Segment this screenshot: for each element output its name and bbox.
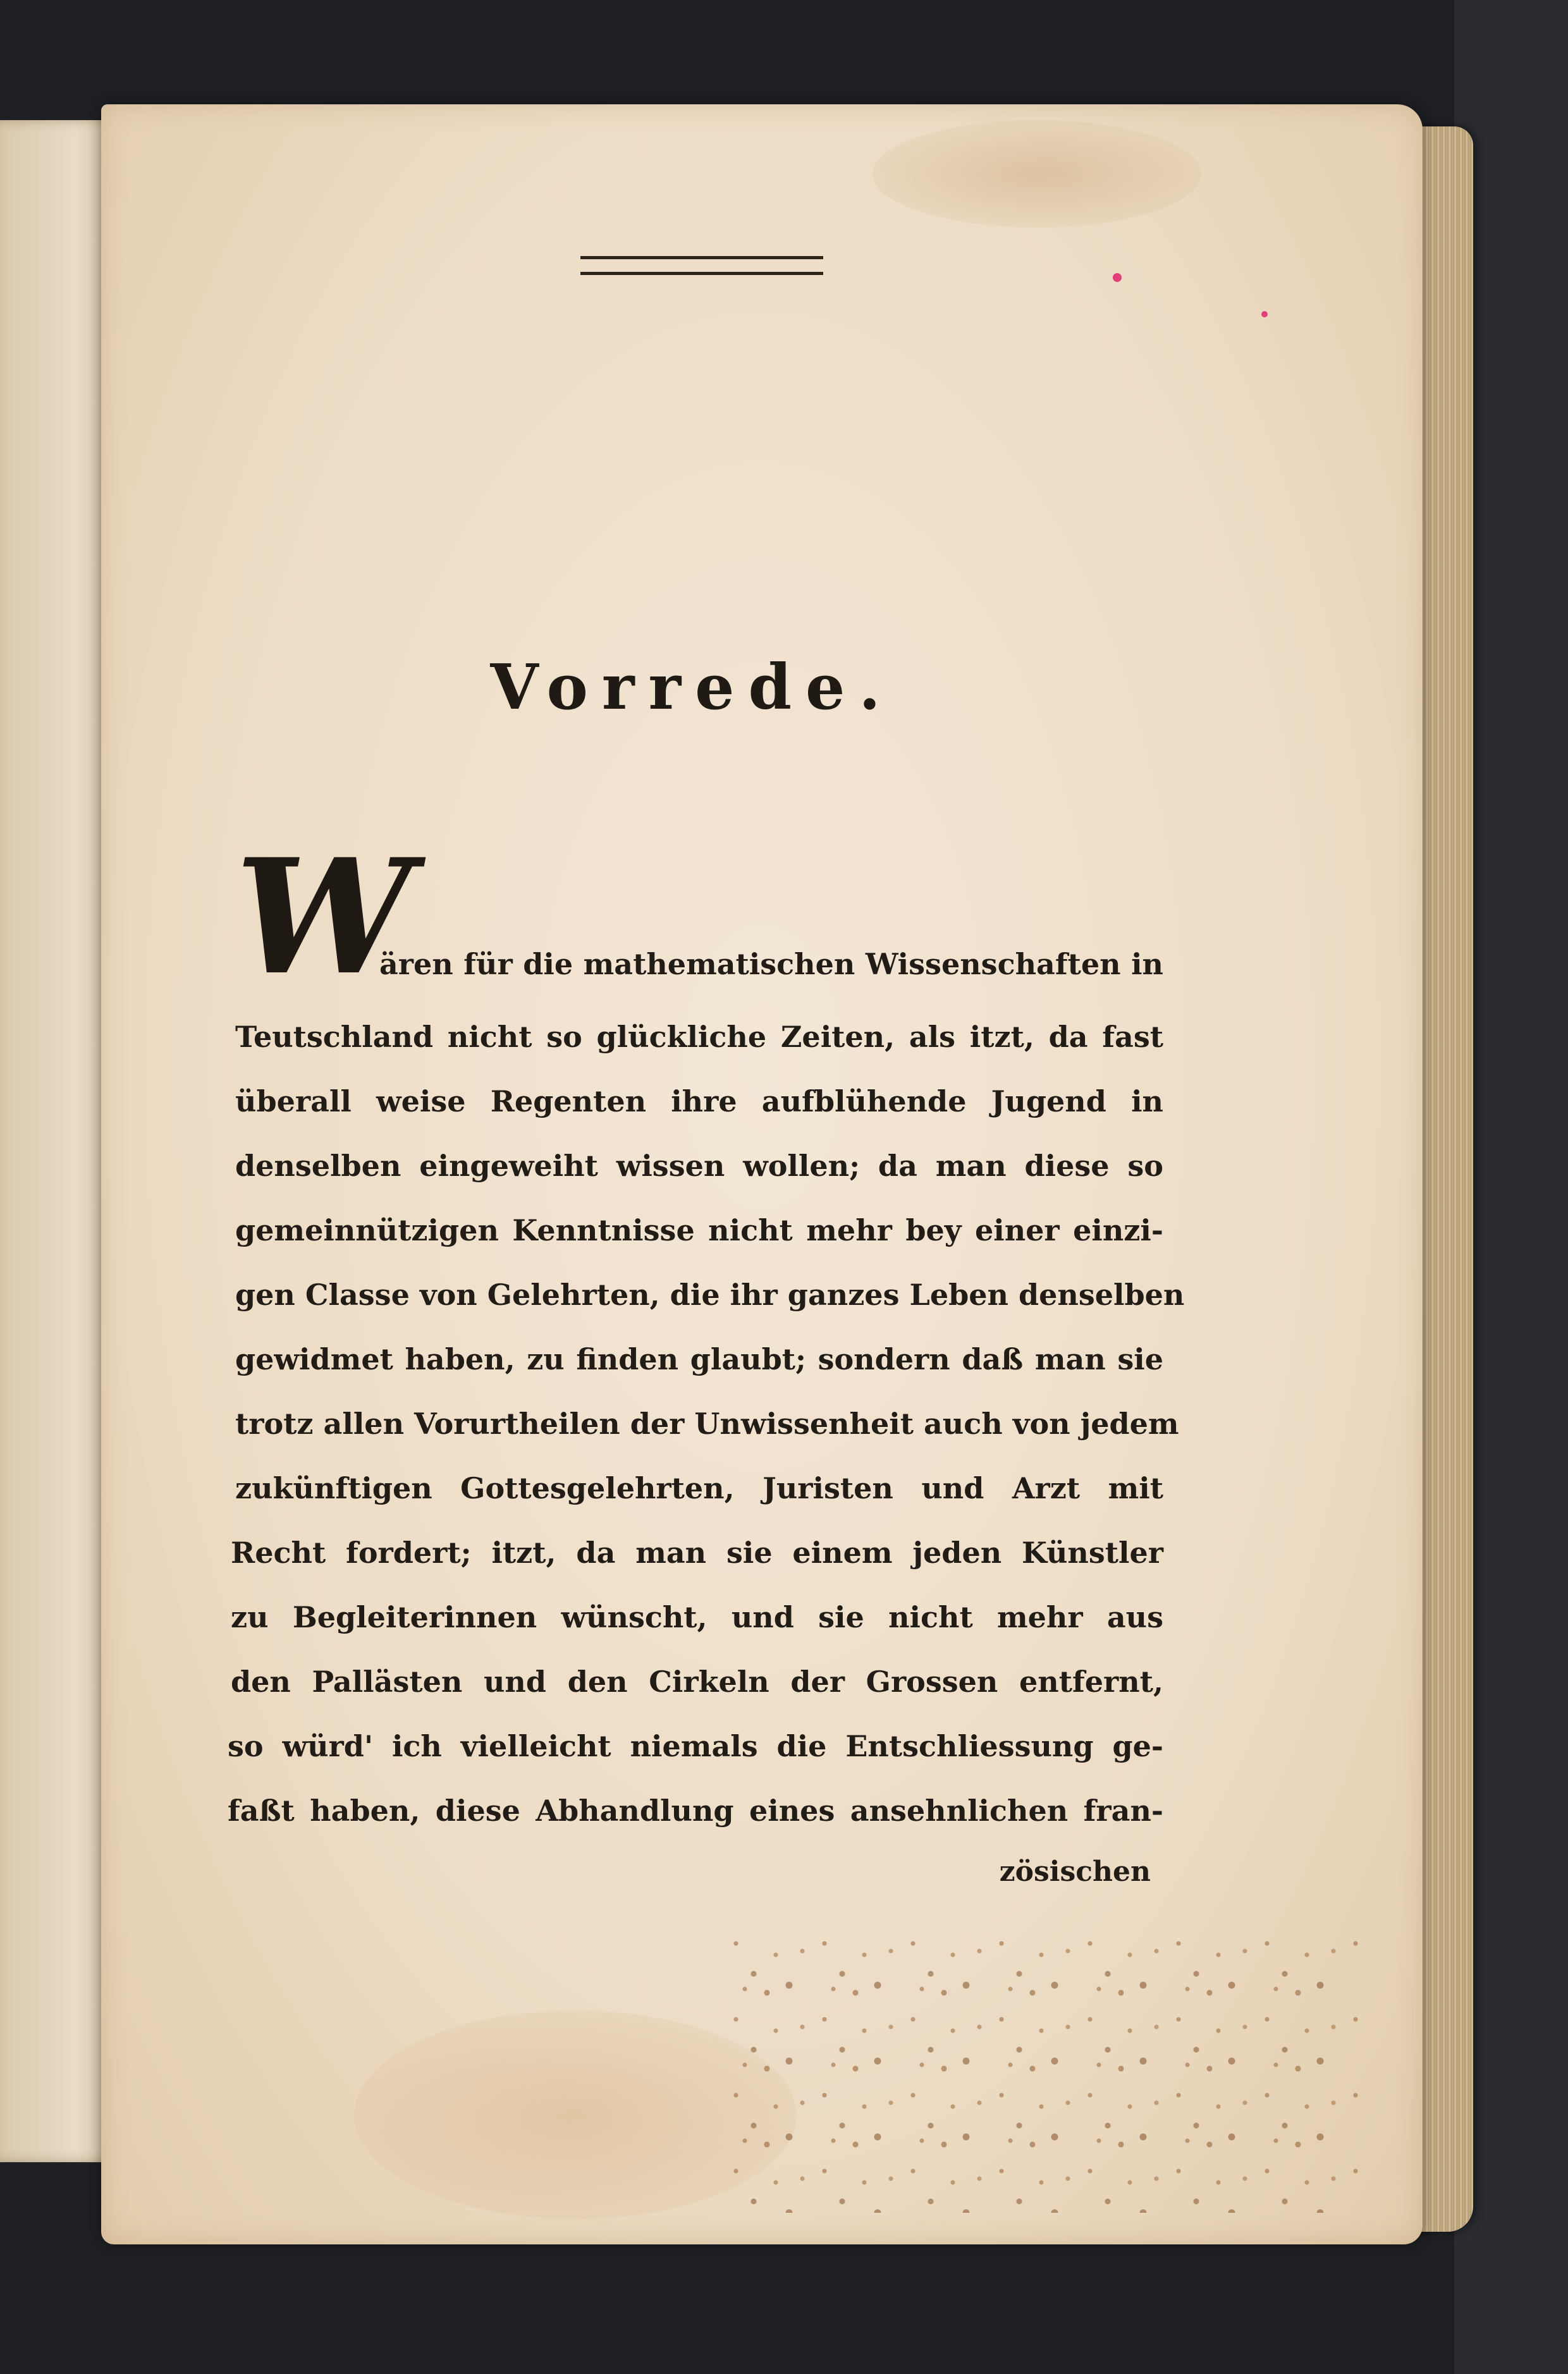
text-line: zu Begleiterinnen wünscht, und sie nicht mehr aus — [231, 1600, 1163, 1634]
ink-mark — [1261, 311, 1268, 317]
catchword: zösischen — [999, 1856, 1151, 1888]
text-line: trotz allen Vorurtheilen der Unwissenheit auch von jedem — [235, 1407, 1179, 1441]
text-line: gemeinnützigen Kenntnisse nicht mehr bey einer einzi- — [235, 1213, 1163, 1247]
drop-cap: W — [235, 824, 413, 1010]
header-rule-bottom — [580, 272, 823, 275]
text-line: Recht fordert; itzt, da man sie einem jeden Künstler — [231, 1536, 1163, 1570]
text-line: ären für die mathematischen Wissenschaften in — [379, 947, 1163, 981]
text-line: den Pallästen und den Cirkeln der Grossen entfernt, — [231, 1665, 1163, 1699]
foxing-spots — [727, 1928, 1359, 2213]
header-rule-top — [580, 256, 823, 259]
text-line: gen Classe von Gelehrten, die ihr ganzes Leben denselben — [235, 1278, 1185, 1312]
text-line: so würd' ich vielleicht niemals die Entschliessung ge- — [228, 1729, 1163, 1763]
text-line: überall weise Regenten ihre aufblühende Jugend in — [235, 1084, 1163, 1118]
ink-mark — [1113, 273, 1122, 282]
text-line: gewidmet haben, zu finden glaubt; sondern daß man sie — [235, 1342, 1163, 1376]
text-line: zukünftigen Gottesgelehrten, Juristen und Arzt mit — [235, 1471, 1163, 1505]
text-line: denselben eingeweiht wissen wollen; da man diese so — [235, 1149, 1163, 1183]
water-stain-top — [873, 120, 1201, 228]
page-heading: Vorrede. — [490, 651, 895, 724]
text-line: faßt haben, diese Abhandlung eines ansehnlichen fran- — [228, 1794, 1163, 1828]
text-line: Teutschland nicht so glückliche Zeiten, als itzt, da fast — [235, 1020, 1163, 1054]
